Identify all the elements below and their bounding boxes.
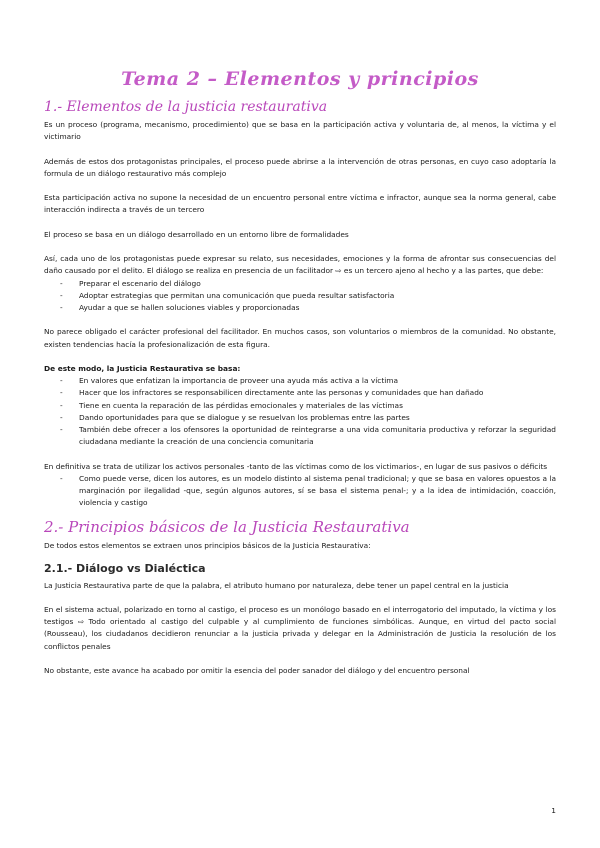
paragraph: Además de estos dos protagonistas principales, el proceso puede abrirse a la intervención de otras personas, en cuyo caso adoptaría la formula de un diálogo restaurativo más complejo bbox=[44, 156, 556, 178]
paragraph: Esta participación activa no supone la necesidad de un encuentro personal entre víctima e infractor, aunque sea la norma general, cabe interacción indirecta a través de un tercero bbox=[44, 193, 556, 215]
paragraph: Es un proceso (programa, mecanismo, procedimiento) que se basa en la participación activa y voluntaria de, al menos, la víctima y el victimario bbox=[44, 120, 556, 142]
section-1-heading: 1.- Elementos de la justicia restaurativa bbox=[44, 99, 328, 115]
paragraph: No obstante, este avance ha acabado por omitir la esencia del poder sanador del diálogo y del encuentro personal bbox=[44, 665, 470, 675]
paragraph: El proceso se basa en un diálogo desarrollado en un entorno libre de formalidades bbox=[44, 229, 349, 239]
list-item: - Hacer que los infractores se responsabilicen directamente ante las personas y comunidades que han dañado bbox=[44, 387, 556, 399]
paragraph: La Justicia Restaurativa parte de que la palabra, el atributo humano por naturaleza, debe tener un papel central en la justicia bbox=[44, 580, 509, 590]
list-item: - Preparar el escenario del diálogo bbox=[44, 278, 556, 290]
page-title: Tema 2 – Elementos y principios bbox=[121, 68, 479, 90]
list-item: - Ayudar a que se hallen soluciones viables y proporcionadas bbox=[44, 302, 556, 314]
paragraph: No parece obligado el carácter profesional del facilitador. En muchos casos, son voluntarios o miembros de la comunidad. No obstante, existen tendencias hacía la profesionalización de esta figura. bbox=[44, 327, 556, 349]
model-list bbox=[44, 473, 556, 510]
page-number: 1 bbox=[551, 806, 556, 815]
paragraph: En definitiva se trata de utilizar los activos personales -tanto de las víctimas como de los victimarios-, en lugar de sus pasivos o déficits bbox=[44, 461, 548, 471]
paragraph: En el sistema actual, polarizado en torno al castigo, el proceso es un monólogo basado en el interrogatorio del imputado, la víctima y los testigos ⇨ Todo orientado al castigo del culpable y al cumplimiento de funciones simbólicas. Aunque, en virtud del pacto social (Rousseau), los ciudadanos decidieron renunciar a la justicia privada y delegar en la Administración de Justicia la resolución de los conflictos penales bbox=[44, 604, 556, 651]
list-item: - Tiene en cuenta la reparación de las pérdidas emocionales y materiales de las víctimas bbox=[44, 400, 556, 412]
facilitator-task-list bbox=[44, 278, 556, 315]
list-item: - En valores que enfatizan la importancia de proveer una ayuda más activa a la víctima bbox=[44, 375, 556, 387]
section-2-heading: 2.- Principios básicos de la Justicia Restaurativa bbox=[44, 518, 410, 537]
bases-list bbox=[44, 375, 556, 448]
list-item: - Dando oportunidades para que se dialogue y se resuelvan los problemas entre las partes bbox=[44, 412, 556, 424]
list-item: - Adoptar estrategias que permitan una comunicación que pueda resultar satisfactoria bbox=[44, 290, 556, 302]
subsection-2-1-heading: 2.1.- Diálogo vs Dialéctica bbox=[44, 561, 206, 575]
paragraph: Así, cada uno de los protagonistas puede expresar su relato, sus necesidades, emociones y la forma de afrontar sus consecuencias del daño causado por el delito. El diálogo se realiza en presencia de un facilitador ⇨ es un tercero ajeno al hecho y a las partes, que debe: bbox=[44, 254, 556, 276]
paragraph: De todos estos elementos se extraen unos principios básicos de la Justicia Restaurativa: bbox=[44, 541, 371, 551]
list-item: - También debe ofrecer a los ofensores la oportunidad de reintegrarse a una vida comunitaria productiva y reforzar la seguridad ciudadana mediante la creación de una conciencia comunitaria bbox=[44, 424, 556, 448]
paragraph-label bbox=[44, 363, 556, 375]
bold-label: De este modo, la Justicia Restaurativa se basa: bbox=[44, 363, 241, 373]
list-item: - Como puede verse, dicen los autores, es un modelo distinto al sistema penal tradicional; y que se basa en valores opuestos a la marginación por ilegalidad -que, según algunos autores, sí se basa el sistema penal-; y a la idea de intimidación, coacción, violencia y castigo bbox=[44, 473, 556, 510]
